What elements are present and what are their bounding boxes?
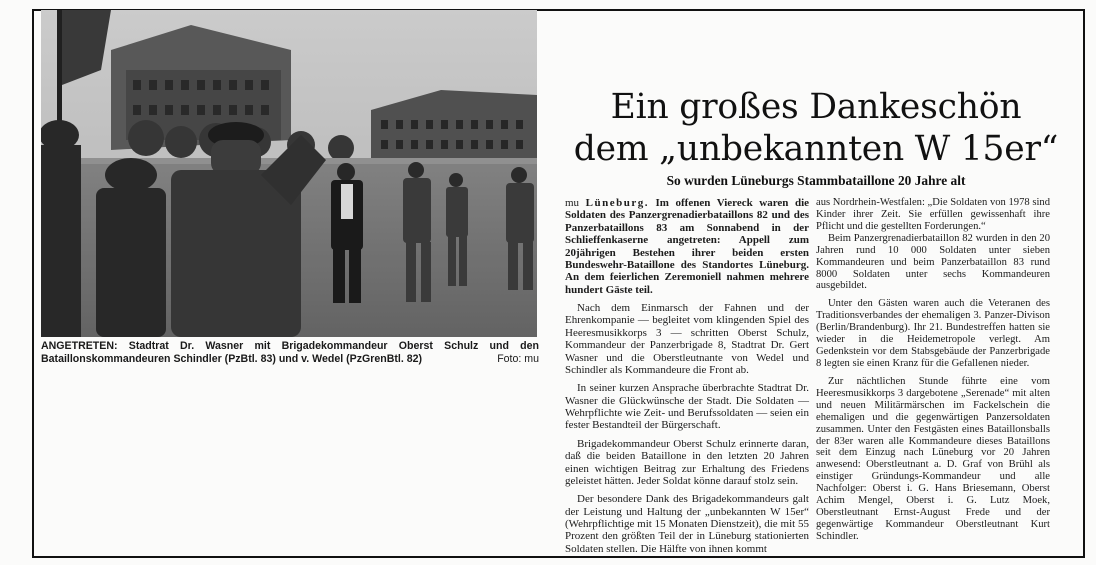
paragraph: Zur nächtlichen Stunde führte eine vom Heeresmusikkorps 3 dargebotene „Serenade“ mit alten und neuen Militärmärschen im Fackelschein die ehemaligen und die gegenwärtigen Panzersoldaten zusammen. Unter den Festgästen eines Bataillonsballs der 83er waren alle Kommandeure dieses Bataillons seit dem Einzug nach Lüneburg vor 20 Jahren anwesend: Oberstleutnant a. D. Graf von Brühl als einstiger Gründungs-Kommandeur und alle Nachfolger: Oberst i. G. Hans Briesemann, Oberst Achim Mengel, Oberst i. G. Lutz Moek, Oberstleutnant Ernst-August Frede und der gegenwärtige Kommandeur Oberstleutnant Kurt Schindler. bbox=[816, 375, 1050, 542]
photo-caption bbox=[41, 340, 539, 366]
paragraph: Unter den Gästen waren auch die Veteranen des Traditionsverbandes der ehemaligen 3. Panzer-Divison (Berlin/Brandenburg). Ihr 21. Bundestreffen hatten sie wieder in die Heidemetropole verlegt. Am Gedenkstein vor dem Stabsgebäude der Panzerbrigade 8 legten sie einen Kranz für die Gefallenen nieder. bbox=[816, 298, 1050, 369]
paragraph: Brigadekommandeur Oberst Schulz erinnerte daran, daß die beiden Bataillone in den letzten 20 Jahren einen wichtigen Beitrag zur Erhaltung des Friedens geleistet hätten. Jeder Soldat könne darauf stolz sein. bbox=[565, 437, 809, 487]
article-column-2 bbox=[816, 197, 1050, 543]
headline-line-2: dem „unbekannten W 15er“ bbox=[573, 129, 1059, 169]
dateline-prefix: mu bbox=[565, 197, 580, 209]
article-intro bbox=[565, 197, 809, 296]
paragraph: Beim Panzergrenadierbataillon 82 wurden in den 20 Jahren rund 10 000 Soldaten unter sieben Kommandeuren und beim Panzerbataillon 83 rund 8000 Soldaten unter sechs Kommandeuren ausgebildet. bbox=[816, 232, 1050, 292]
photo-credit: Foto: mu bbox=[497, 353, 539, 366]
caption-text: Stadtrat Dr. Wasner mit Brigadekommandeur Oberst Schulz und den Bataillonskommandeuren Schindler (PzBtl. 83) und v. Wedel (PzGrenBtl. 82) bbox=[41, 340, 539, 366]
paragraph: Der besondere Dank des Brigadekommandeurs galt der Leistung und Haltung der „unbekannten W 15er“ (Wehrpflichtige mit 15 Monaten Dienstzeit), die mit 55 Prozent den größten Teil der in Lüneburg stationierten Soldaten stellen. Die Hälfte von ihnen kommt bbox=[565, 493, 809, 555]
paragraph: Nach dem Einmarsch der Fahnen und der Ehrenkompanie — begleitet vom klingenden Spiel des Heeresmusikkorps 3 — schritten Oberst Schulz, Kommandeur der Panzerbrigade 8, Stadtrat Dr. Gert Wasner und die Oberstleutnante von Wedel und Schindler als Kommandeure die Front ab. bbox=[565, 302, 809, 376]
headline-line-1: Ein großes Dankeschön bbox=[610, 87, 1022, 127]
parade-photo bbox=[41, 10, 537, 337]
paragraph: aus Nordrhein-Westfalen: „Die Soldaten von 1978 sind Kinder ihrer Zeit. Sie erfüllen gewissenhaft ihre Pflicht und die gestellten Forderungen.“ bbox=[816, 197, 1050, 232]
paragraph: In seiner kurzen Ansprache überbrachte Stadtrat Dr. Wasner die Glückwünsche der Stadt. Die Soldaten — Wehrpflichte wie Zeit- und Berufssoldaten — seien ein fester Bestandteil der Bürgerschaft. bbox=[565, 382, 809, 432]
dateline-place: Lüneburg. bbox=[585, 197, 649, 209]
intro-text: Im offenen Viereck waren die Soldaten des Panzergrenadierbataillons 82 und des Panzerbataillons 83 am Sonnabend in der Schlieffenkaserne angetreten: Appell zum 20jährigen Bestehen ihrer beiden ersten Bundeswehr-Bataillone des Standortes Lüneburg. An dem feierlichen Zeremoniell nahmen mehrere hundert Gäste teil. bbox=[565, 197, 810, 296]
subheadline: So wurden Lüneburgs Stammbataillone 20 Jahre alt bbox=[666, 173, 966, 188]
caption-lead: ANGETRETEN: bbox=[41, 340, 118, 352]
article-column-1 bbox=[565, 197, 809, 555]
headline bbox=[556, 86, 1076, 170]
